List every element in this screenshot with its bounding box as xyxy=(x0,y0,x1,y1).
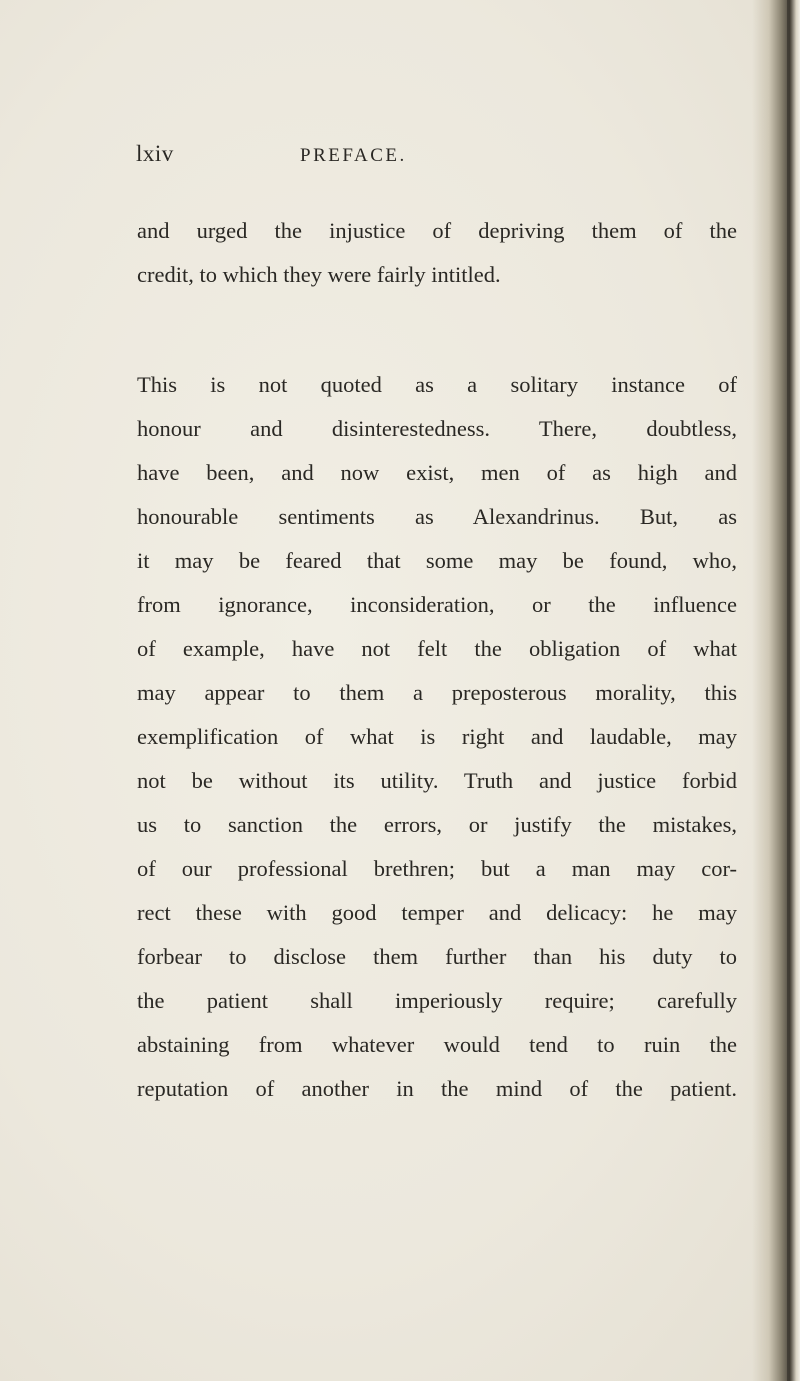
paragraph-gap xyxy=(137,297,737,363)
text-line: rect these with good temper and delicacy: he may xyxy=(137,900,737,925)
text-line: and urged the injustice of depriving them of the xyxy=(137,218,737,243)
text-line: exemplification of what is right and laudable, may xyxy=(137,724,737,749)
paragraph-2 xyxy=(137,363,737,1111)
text-line: This is not quoted as a solitary instance of xyxy=(137,372,737,397)
binding-edge xyxy=(787,0,790,1381)
body-text xyxy=(137,209,737,1111)
text-line: not be without its utility. Truth and justice forbid xyxy=(137,768,737,793)
paragraph-1 xyxy=(137,209,737,297)
text-line: of our professional brethren; but a man may cor- xyxy=(137,856,737,881)
text-line: may appear to them a preposterous morality, this xyxy=(137,680,737,705)
text-line: have been, and now exist, men of as high and xyxy=(137,460,737,485)
page-number: lxiv xyxy=(136,141,174,166)
text-line: the patient shall imperiously require; carefully xyxy=(137,988,737,1013)
text-line: us to sanction the errors, or justify the mistakes, xyxy=(137,812,737,837)
running-head: PREFACE. xyxy=(300,145,407,166)
text-line: honourable sentiments as Alexandrinus. But, as xyxy=(137,504,737,529)
text-line: forbear to disclose them further than his duty to xyxy=(137,944,737,969)
page-gutter-shadow xyxy=(752,0,800,1381)
text-line: of example, have not felt the obligation of what xyxy=(137,636,737,661)
text-line: it may be feared that some may be found, who, xyxy=(137,548,737,573)
text-line: abstaining from whatever would tend to ruin the xyxy=(137,1032,737,1057)
text-line: credit, to which they were fairly intitled. xyxy=(137,262,501,287)
text-line: honour and disinterestedness. There, doubtless, xyxy=(137,416,737,441)
text-line: from ignorance, inconsideration, or the influence xyxy=(137,592,737,617)
text-line: reputation of another in the mind of the patient. xyxy=(137,1076,737,1101)
